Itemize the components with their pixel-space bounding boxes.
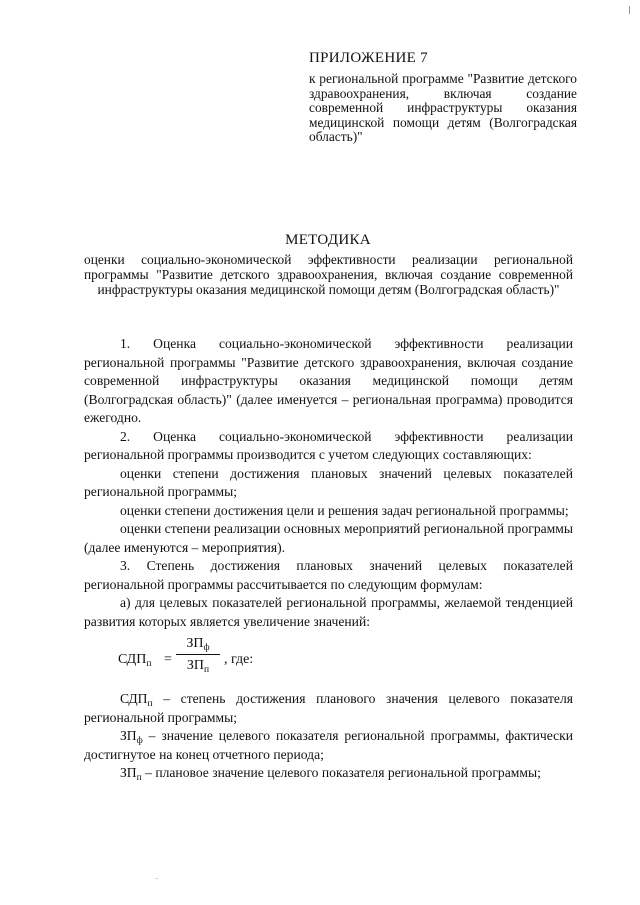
paragraph-7: а) для целевых показателей региональной программы, желаемой тенденцией развития которых является увеличение значений:	[84, 595, 573, 629]
formula-equals: =	[164, 652, 172, 667]
scan-dot-mark: .	[156, 872, 158, 881]
paragraph-2: 2. Оценка социально-экономической эффективности реализации региональной программы производится с учетом следующих составляющих:	[84, 428, 573, 462]
formula-lhs: $СДП_п$	[118, 652, 152, 669]
formula-fraction	[176, 635, 220, 675]
methodology-title: МЕТОДИКА	[285, 232, 371, 248]
appendix-subtitle: к региональной программе "Развитие детского здравоохранения, включая создание современной инфраструктуры оказания медицинской помощи детям (Волгоградская область)"	[309, 71, 577, 145]
document-body	[84, 335, 573, 783]
scan-edge-mark	[629, 6, 630, 14]
formula-where: , где:	[224, 652, 254, 667]
definition-zpp: $ЗП_п$ – плановое значение целевого показателя региональной программы;	[120, 765, 541, 783]
formula-denominator: $ЗП_п$	[186, 658, 210, 675]
appendix-title: ПРИЛОЖЕНИЕ 7	[309, 50, 428, 66]
definition-sdp: $СДП_п$ – степень достижения планового значения целевого показателя региональной программы;	[84, 691, 573, 725]
paragraph-1: 1. Оценка социально-экономической эффективности реализации региональной программы "Развитие детского здравоохранения, включая создание современной инфраструктуры оказания медицинской помощи детям (Волгоградская область)" (далее именуется – региональная программа) проводится ежегодно.	[84, 336, 573, 425]
fraction-bar	[176, 654, 220, 655]
methodology-subtitle: оценки социально-экономической эффективности реализации региональной программы "Развитие детского здравоохранения, включая создание современной инфраструктуры оказания медицинской помощи детям (Волгоградская область)"	[84, 252, 573, 297]
paragraph-4: оценки степени достижения цели и решения задач региональной программы;	[120, 502, 569, 518]
formula-numerator: $ЗП_ф$	[186, 636, 210, 653]
definition-zpf: $ЗП_ф$ – значение целевого показателя региональной программы, фактически достигнутое на конец отчетного периода;	[84, 728, 573, 762]
paragraph-6: 3. Степень достижения плановых значений целевых показателей региональной программы рассчитывается по следующим формулам:	[84, 558, 573, 592]
paragraph-3: оценки степени достижения плановых значений целевых показателей региональной программы;	[84, 465, 573, 499]
formula-sdp	[84, 634, 573, 690]
paragraph-5: оценки степени реализации основных мероприятий региональной программы (далее именуются – мероприятия).	[84, 521, 573, 555]
